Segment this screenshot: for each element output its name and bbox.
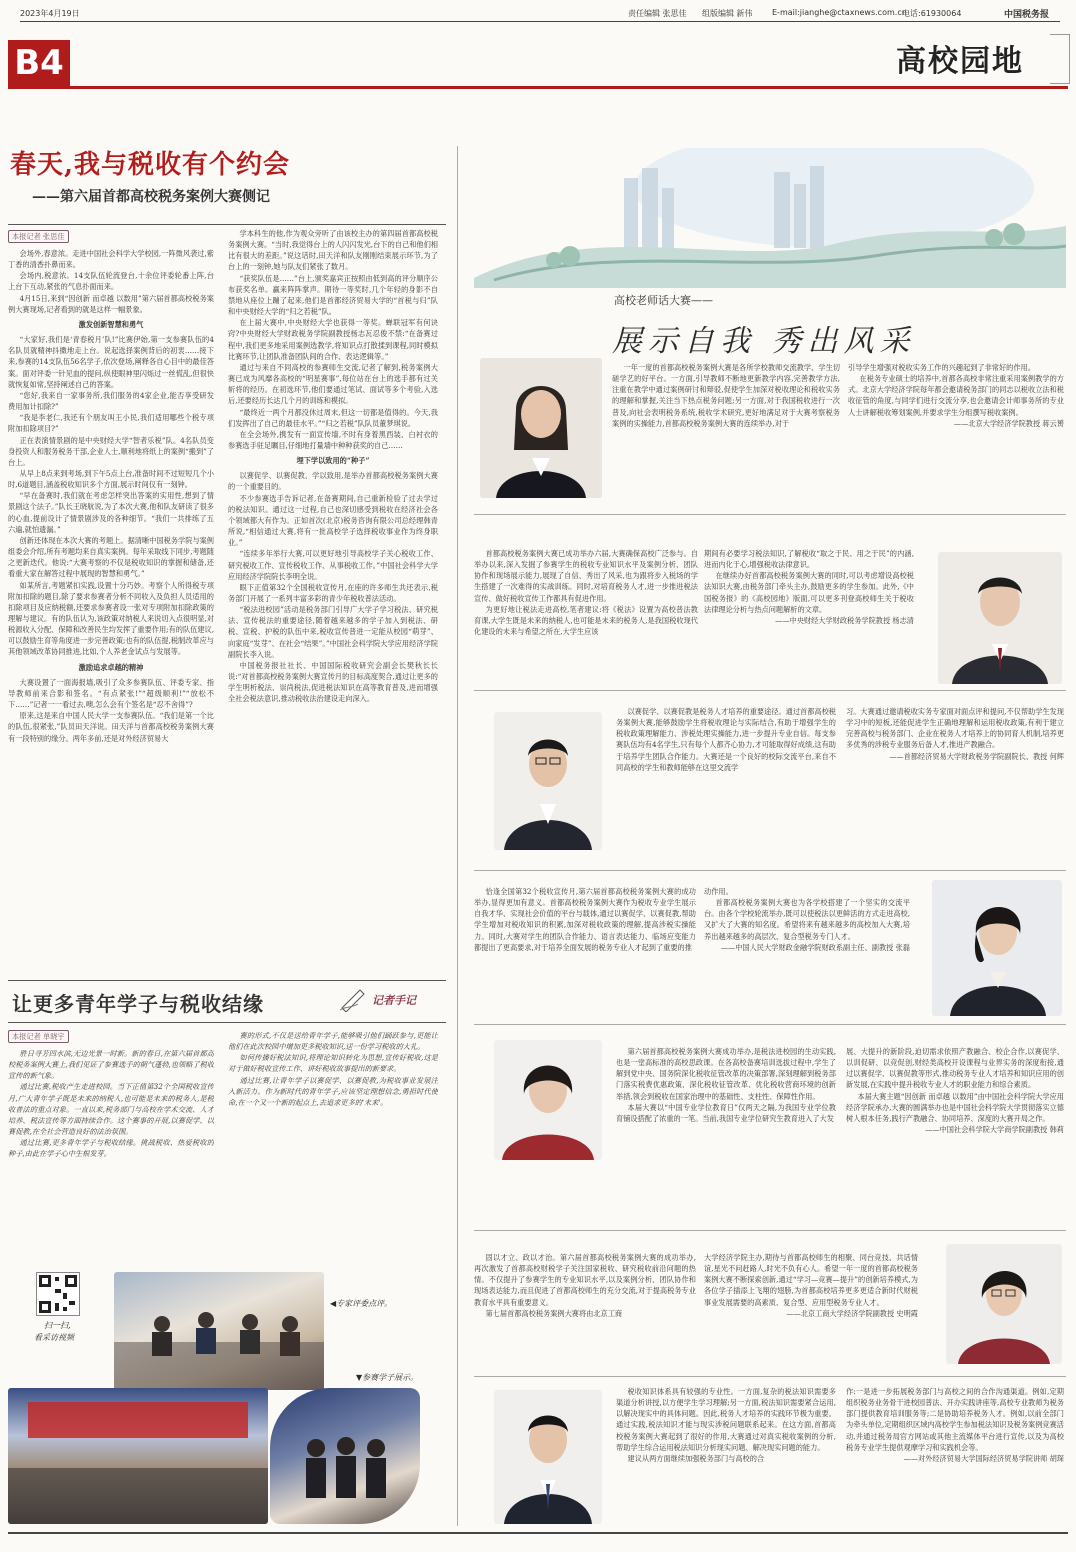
paragraph: 赛的形式,不仅是送给青年学子,能够吸引他们踊跃参与,更能让他们在此次校园中增加更多税收知识,送一份学习税收的大礼。 [228, 1031, 438, 1052]
paragraph: 第七届首都高校税务案例大赛将由北京工商 [485, 1308, 623, 1318]
paragraph: “您好,我来自一家事务所,我们服务的4家企业,能否享受研发费用加计扣除?” [8, 390, 214, 412]
byline-pill: 本报记者 单晓宇 [8, 1030, 69, 1043]
phone-text: 电话:61930064 [902, 9, 962, 18]
qr-code[interactable] [36, 1272, 80, 1316]
paragraph: 本届大赛主题“因创新 而卓越 以数用”由中国社会科学院大学应用经济学院承办,大赛的圆满举办也是中国社会科学院大学贯彻落实立德树人根本任务,践行产教融合、协同培养、深度的大赛开局之作。 [846, 1091, 1064, 1123]
paragraph: 第六届首都高校税务案例大赛成功举办,是税法进校园的生动实践,也是一堂高标准的高校思政课。在各高校备赛培训选拔过程中,学生了解到党中央、国务院深化税收征管改革的决策部署,深刻理解到税务部门落实税费优惠政策、深化税收征管改革、优化税收营商环境的创新举措,领会到税收在国家治理中的基础性、支柱性、保障性作用。 [616, 1047, 836, 1101]
paragraph: “税法进校园”活动是税务部门引导广大学子学习税法、研究税法、宣传税法的重要途径,随着越来越多的学子加入到税法、研税、宣税、护税的队伍中来,税收宣传普进一定能从校园“萌芽”、向家庭“发芽”、在社会“结果”。”中国社会科学院大学应用经济学院副院长李入说。 [228, 605, 438, 659]
paragraph: 在税务专业硕士的培养中,首都各高校非常注重采用案例教学的方式。北京大学经济学院每年都会邀请税务部门的同志以税收立法和税收征管的角度,与同学们进行交流分享,也会邀请会计师事务所的专业人士讲解税收筹划案例,并要求学生分组撰写税收案例。 [848, 374, 1064, 417]
subhead: 埋下学以致用的“种子” [296, 456, 370, 466]
portrait-he [494, 712, 602, 850]
paragraph: 作:一是进一步拓展税务部门与高校之间的合作沟通渠道。例如,定期组织税务业务骨干进校园普法、开办实践讲座等,高校专业教师为税务部门提供教育培训服务等;二是协助培养税务人才。例如,以前全部门为牵头单位,定期组织区域内高校学生参加税法知识及税务案例竞赛活动,并通过税务局官方网站或其他主流媒体平台进行宣传,以及为高校税务专业学生提供观摩学习和实践机会等。 [846, 1387, 1064, 1452]
divider [474, 870, 1066, 871]
paragraph: 学本科生的他,作为观众旁听了由该校主办的第四届首都高校税务案例大赛。“当时,我觉得台上的人闪闪发光,台下的自己和他们相比有很大的差距。”说这话时,田天洋和队友刚刚结束展示环节,为了台上的一刻钟,她与队友们紧张了数月。 [228, 229, 438, 272]
article-column-1 [8, 248, 214, 970]
paragraph: 4月15日,来到“因创新 而卓越 以数用”第六届首都高校税务案例大赛现场,记者看到的就是这样一幅景象。 [8, 293, 214, 314]
qr-caption-2: 看采访视频 [34, 1333, 74, 1342]
article-title: 春天,我与税收有个约会 [10, 150, 291, 180]
photo-caption-contestants: ▼参赛学子展示。 [356, 1373, 419, 1382]
divider [474, 1024, 1066, 1025]
signature: ——中央财经大学财政税务学院教授 杨志清 [775, 615, 914, 625]
paragraph: “大家好,我们是‘青春税月’队!”比赛伊始,第一支参赛队伍的4名队员就精神抖擞地走上台。说起选择案例背后的初衷……接下来,参赛的14支队伍56名学子,依次登场,阐释各自心目中的最佳答案。面对评委一针见血的提问,纵使眼神里闪烁过一丝慌乱,但很快就恢复如常,坚持阐述自己的答案。 [8, 335, 214, 389]
section-title: 高校园地 [896, 44, 1024, 79]
paragraph: 以赛促学、以赛促教、学以致用,是举办首都高校税务案例大赛的一个重要目的。 [228, 471, 438, 492]
portrait-shi [946, 1244, 1062, 1364]
t2-col1 [616, 706, 836, 862]
divider [474, 1230, 1066, 1231]
t3-col1 [474, 886, 696, 1016]
t6-col2 [846, 1386, 1064, 1526]
paragraph: 眼下正值第32个全国税收宣传月,在座的许多师生共还表示,税务部门开展了一系列丰富多彩的青少年税收普法活动。 [228, 582, 438, 603]
note-rule-top [8, 980, 446, 981]
section-title-box [1050, 34, 1070, 84]
portrait-zhang [932, 880, 1062, 1016]
t5-col1 [474, 1252, 696, 1372]
signature: ——北京工商大学经济学院副教授 史明霞 [786, 1308, 918, 1318]
header-bar [20, 6, 1060, 22]
header-rule-thick [8, 86, 1068, 89]
paragraph: 在继续办好首都高校税务案例大赛的同时,可以考虑增设高校税法知识大赛,由税务部门牵头主办,鼓励更多的学生参加。此外,《中国税务报》的《高校园地》版面,可以更多刊登高校师生关于税收法律理论分析与热点问题解析的文章。 [704, 571, 914, 614]
note-column-1 [8, 1048, 214, 1266]
t3-col2 [704, 886, 910, 1016]
paragraph: 大学经济学院主办,期待与首都高校师生的相聚、同台竞技、共话情谊,星光不问赶路人,时光不负有心人。希望一年一度的首都高校税务案例大赛不断探索创新,通过“学习—竞赛—提升”的创新培养模式,为各位学子插添上飞翔的翅膀,为首都高校培养更多更适合新时代财税事业发展需要的高素质、复合型、应用型税务专业人才。 [704, 1253, 918, 1307]
paragraph: 在上届大赛中,中央财经大学也获得一等奖。蝉联冠军有何诀窍?中央财经大学财政税务学院副教授杨志瓦忍俊不禁:“在备赛过程中,我们更多地采用案例选教学,将知识点打散揉到课程,同时模拟比赛环节,让团队准备团队间的合作、表达逻辑等。” [228, 318, 438, 361]
note-column-2 [228, 1030, 438, 1266]
feature-intro-col1 [612, 362, 840, 506]
paragraph: 动作用。 [704, 887, 733, 896]
pen-icon [338, 986, 368, 1012]
byline-pill: 本报记者 张思佳 [8, 230, 69, 243]
t4-col1 [616, 1046, 836, 1222]
page-number: B4 [14, 43, 64, 83]
article-subtitle: ——第六届首都高校税务案例大赛侧记 [32, 189, 270, 205]
paragraph: 习。大赛通过邀请税收实务专家面对面点评和提问,不仅帮助学生发现学习中的短板,还能促进学生正确地理解和运用税收政策,有利于建立完善高校与税务部门、企业在税务人才培养上的协同育人机制,培养更多优秀的涉税专业服务后备人才,推进产教融合。 [846, 707, 1064, 750]
paragraph: 一年一度的首都高校税务案例大赛是各所学校教师交流教学、学生切磋学艺的好平台。一方面,引导教师不断地更新教学内容,完善教学方法,注重在教学中通过案例研讨和辩驳,促使学生加深对税收理论和税收实务的理解和掌握,关注当下热点税务问题;另一方面,对于我国税收进行一次普及,向社会表明税务系统,税收学术研究,更好地满足对于大赛考察税务案例的实操能力,首都高校税务案例大赛的连续举办,对于 [612, 363, 840, 428]
signature: ——中国人民大学财政金融学院财政系副主任、副教授 张磊 [720, 942, 910, 952]
paragraph: “连续多年举行大赛,可以更好地引导高校学子关心税收工作、研究税收工作、宣传税收工作、从事税收工作。”中国社会科学大学应用经济学院院长李明全说。 [228, 549, 438, 581]
t6-col1 [616, 1386, 836, 1526]
paragraph: 建议从两方面继续加强税务部门与高校的合 [627, 1453, 765, 1463]
signature: ——中国社会科学院大学商学院副教授 韩莉 [925, 1125, 1064, 1135]
signature: ——北京大学经济学院教授 蒋云赟 [953, 418, 1064, 428]
paragraph: 通过比赛,让青年学子以赛促学、以赛促教,为税收事业发展注入新活力。作为新时代的青年学子,应该坚定理想信念,勇担时代使命,在一个又一个新的起点上,去追求更多的'未来'。 [228, 1075, 438, 1107]
signature: ——首都经济贸易大学财政税务学院副院长、教授 何辉 [889, 751, 1064, 761]
t1-col2 [704, 548, 914, 688]
layout-credit: 组版编辑 新伟 [702, 9, 753, 18]
note-byline [8, 1030, 69, 1043]
feature-headline: 展示自我 秀出风采 [612, 324, 916, 359]
photo-contestants [270, 1388, 420, 1524]
paragraph: 为更好地让税法走进高校,笔者建议:将《税法》设置为高校普法教育课,大学生既是未来的纳税人,也可能是未来的税务人,是我国税收现代化建设的未来与希望之所在,大学生应该 [474, 604, 698, 637]
qr-caption-1: 扫一扫, [44, 1321, 71, 1330]
paragraph: “获奖队伍是……”台上,颁奖嘉宾正按照由低到高的评分顺序公布获奖名单。赢来阵阵掌声。期待一等奖时,几个年轻的身影不自禁地从座位上蹦了起来,他们是首都经济贸易大学的“首税与归”队和中央财经大学的“归之若税”队。 [228, 273, 438, 317]
paragraph: “早在备赛时,我们就在考虑怎样突出答案的实用性,想到了情景剧这个法子。”队长王晓航说,为了本次大赛,他和队友研读了很多的心血,提前设计了情景剧涉及的各种细节。“我们一共排练了五六遍,就怕遗漏。” [8, 491, 214, 534]
paragraph: 期间有必要学习税法知识,了解税收“取之于民、用之于民”的内涵,进而内化于心,增强税收法律意识。 [704, 549, 914, 570]
paragraph: 会场内,税意浓。14支队伍轮流登台,十余位评委轮番上阵,台上台下互动,紧张的气息扑面而来。 [8, 271, 214, 292]
email-text: E-mail:jianghe@ctaxnews.com.cn [772, 8, 907, 17]
divider [474, 690, 1066, 691]
paragraph: 在全会场外,携发有一面宣传墙,不时有身着黑西装、白衬衣的参赛选手驻足瞩目,仔细地打量墙中种种获奖的自己…… [228, 429, 438, 450]
paragraph: 通过与来自不同高校的参赛师生交流,记者了解到,税务案例大赛已成为风靡各高校的“明星赛事”,每位站在台上的选手都有过关斩将的经历。在初选环节,他们要通过笔试、面试等多个考验,入选后,还要经历长达几个月的训练和模拟。 [228, 362, 438, 406]
paragraph: 原来,这是来自中国人民大学一支参赛队伍。“我们是第一个比的队伍,很紧张,”队员田天洋说。田天洋与首都高校税务案例大赛有一段特别的缘分。两年多前,还是对外经济贸易大 [8, 711, 214, 743]
paragraph: 固以才立、政以才治。第六届首都高校税务案例大赛的成功举办,再次激发了首都高校财税学子关注国家税收、研究税收前沿问题的热情。不仅提升了参赛学生的专业知识水平,以及案例分析、团队协作和现场表达能力,而且促进了首都高校师生的充分交流,对于提高税务专业教育水平具有重要意义。 [474, 1253, 696, 1307]
t5-col2 [704, 1252, 918, 1372]
paragraph: 引导学生增强对税收实务工作的兴趣起到了非常好的作用。 [848, 363, 1035, 372]
photo-judges [114, 1272, 324, 1390]
subhead: 激发创新智慧和勇气 [78, 319, 144, 329]
portrait-jiang [480, 358, 602, 498]
paragraph: 中国税务报社社长、中国国际税收研究会副会长樊秋长长说:“对首都高校税务案例大赛宣传月的目标高度契合,通过让更多的学生明析税法、崇尚税法,促进税法知识在高等教育普及,进而增强全社会税法意识,推动税收法治建设走向深入。 [228, 660, 438, 704]
feature-intro-col2 [848, 362, 1064, 506]
article-byline [8, 230, 69, 243]
paragraph: “我是李老仁,我还有个朋友叫王小民,我们适用哪些个税专项附加扣除项目?” [8, 413, 214, 434]
issue-date: 2023年4月19日 [20, 9, 80, 18]
paragraph: 如何传播好税法知识,将理论知识转化为思想,宣传好税收,这是对于做好税收宣传工作、讲好税收故事提出的新要求。 [228, 1053, 438, 1074]
portrait-han [494, 1040, 602, 1160]
divider [474, 514, 1066, 515]
paragraph: 首都高校税务案例大赛已成功举办六届,大赛确保高校广泛参与。自举办以来,深入发掘了参赛学生的税收专业知识水平及案例分析、团队协作和现场展示能力,展现了自信、秀出了风采,也为跟将步入税场的学生搭建了一次难得的实战训练。同时,对培育税务人才,进一步推进税法宣传、做好税收宣传工作都具有促进作用。 [474, 549, 698, 603]
paragraph: 创新还体现在本次大赛的考题上。据清晰中国税务学院与案例组委会介绍,所有考题均来自真实案例。每年采取线下同步,考题随之更新迭代。他说:“大赛考察的不仅是税收知识的掌握和储备,还看重大家在解答过程中展现的智慧和勇气。” [8, 535, 214, 579]
paragraph: “最终近一两个月都没休过周末,但这一切都是值得的。今天,我们发挥出了自己的最佳水平。”“归之若税”队队员董梦琪说。 [228, 407, 438, 428]
note-title: 让更多青年学子与税收结缘 [12, 992, 264, 1016]
paragraph: 通过比赛,更多青年学子与税收结缘。挑战税收、热爱税收的种子,由此在学子心中生根发芽。 [8, 1138, 214, 1159]
footer-rule [8, 1532, 1068, 1534]
article-column-2 [228, 228, 438, 970]
paragraph: 正在表演情景剧的是中央财经大学“智者乐税”队。4名队员变身投资人和服务税务干部,企业人士,顺利地将纸上的案例“搬到”了台上。 [8, 435, 214, 467]
paragraph: 大赛设置了一面海报墙,吸引了众多参赛队伍、评委专家、指导教师前来合影和签名。“有点紧张!”“超级顺利!”“放松不下……”记者一一看过去,噢,怎么会有个签名是“忍不舍得”? [8, 677, 214, 710]
paragraph: 展、大提升的新阶段,迫切需求依照产教融合、校企合作,以赛促学、以训促研、以竞促创,财经类高校开设课程与业界实务的深度衔接,通过以赛促学、以赛促教等形式,推动税务专业人才培养和知识应用的创新发展,在实践中提升税收专业人才的职业能力和综合素质。 [846, 1047, 1064, 1090]
t4-col2 [846, 1046, 1064, 1222]
note-tag: 记者手记 [372, 994, 416, 1007]
t1-col1 [474, 548, 698, 676]
photo-caption-judges: ◀专家评委点评。 [330, 1299, 393, 1308]
paragraph: 会场外,春意浓。走进中国社会科学大学校园,一阵微风袭过,紫丁香的清香扑鼻而来。 [8, 249, 214, 270]
paragraph: 本届大赛以“中国专业学位教育日”仅两天之隔,为我国专业学位教育铺设搭配了浓重的一笔。当前,我国专业学位研究生教育进入了大发 [616, 1102, 836, 1123]
paragraph: 不少参赛选手告诉记者,在备赛期间,自己重新检验了过去学过的税法知识。通过这一过程,自己也深切感受到税收在经济社会各个领域都大有作为。正如首次(北京)税务咨询有限公司总经理韩青所说,“相信通过大赛,将有一批高校学子选择税收事业作为终身职业。” [228, 493, 438, 548]
paragraph: 从早上8点来到考场,到下午5点上台,准备时间不过短短几个小时,6道题目,涵盖税收知识多个方面,展示时间仅有一刻钟。 [8, 468, 214, 490]
column-divider [457, 146, 458, 1526]
paragraph: 恰逢全国第32个税收宣传月,第六届首都高校税务案例大赛的成功举办,显得更加有意义。首都高校税务案例大赛作为税收专业学生展示自我才华、实现社会价值的平台与载体,通过以赛促学、以赛促教,帮助学生增加对税收知识的积累,加深对税收政策的理解,提高涉税实操能力。同时,大赛对学生的团队合作能力、语言表达能力、临场应变能力都提出了更高要求,对于培养全面发展的税务专业人才起到了重要的推 [474, 887, 696, 952]
portrait-yang [938, 552, 1062, 684]
paragraph: 通过比赛,税收产生走进校园。当下正值第32个全国税收宣传月,广大青年学子既是未来的纳税人,也可能是未来的税务人,是税收普法的重点对象。一直以来,税务部门与高校在学术交流、人才培养、税法宣传等方面持续合作。这个赛事的开展,以赛促学、以赛促教,在全社会营造良好的法治氛围。 [8, 1082, 214, 1137]
paragraph: 胜日寻芳四水滨,无边光景一时新。新的春日,在第六届首都高校税务案例大赛上,我们见证了参赛选手的朝气蓬勃,也领略了税收宣传的新气象。 [8, 1049, 214, 1081]
paper-name: 中国税务报 [1004, 10, 1050, 20]
page-number-box [8, 40, 70, 86]
signature: ——对外经济贸易大学国际经济贸易学院讲师 胡琛 [903, 1453, 1064, 1463]
feature-kicker: 高校老师话大赛—— [614, 294, 713, 307]
portrait-hu [494, 1390, 602, 1524]
editor-credit: 责任编辑 张思佳 [628, 9, 687, 18]
paragraph: 首都高校税务案例大赛也为各学校搭建了一个坚实的交流平台。由各个学校轮流举办,既可以使税法以更鲜活的方式走进高校,又扩大了大赛的知名度。希望将来有越来越多的高校加入大赛,培养出越来越多的高层次、复合型税务专门人才。 [704, 898, 910, 941]
note-rule [8, 1022, 446, 1023]
paragraph: 税收知识体系具有较强的专业性。一方面,复杂的税法知识需要多渠道分析讲授,以方便学生学习理解;另一方面,税法知识需要紧合运用,以解决现实中的具体问题。因此,税务人才培养的实践环节极为重要。通过实践,税法知识才能与现实涉税问题联系起来。在这方面,首都高校税务案例大赛起到了很好的作用,大赛通过对真实税收案例的分析,帮助学生综合运用税法知识分析现实问题、解决现实问题的能力。 [616, 1387, 836, 1452]
photo-venue [8, 1388, 268, 1524]
feature-banner [474, 148, 1066, 288]
t2-col2 [846, 706, 1064, 862]
title-underline [8, 224, 446, 225]
paragraph: 以赛促学、以赛促教是税务人才培养的重要途径。通过首都高校税务案例大赛,能够鼓励学生将税收理论与实际结合,有助于增强学生的税收政策理解能力、涉税处理实操能力,进一步提升专业自信。每支参赛队伍均有4名学生,只有每个人都齐心协力,才可能取得好成绩,这有助于培养学生团队合作能力。大赛还是一个良好的校际交流平台,来自不同高校的学生和教师能够在这里交流学 [616, 707, 836, 772]
divider [474, 1376, 1066, 1377]
paragraph: 如某所言,考题紧扣实践,设置十分巧妙。考察个人所得税专项附加扣除的题目,除了要求参赛者分析不同收入及负担人员适用的扣除项目及应纳税额,还要求参赛者设一张对专项附加扣除政策的理解与建议。有的队伍认为,该政策对纳税人来说切入点很明显,对税源收入分配、保障和改善民生均发挥了重要作用;有的队伍建议,可以鼓励生育等角度进一步完善政策;也有的队伍提,税制改革应与其他领域改革协同推进,比如,个人养老金试点与发展等。 [8, 580, 214, 657]
subhead: 激励追求卓越的精神 [78, 662, 144, 672]
